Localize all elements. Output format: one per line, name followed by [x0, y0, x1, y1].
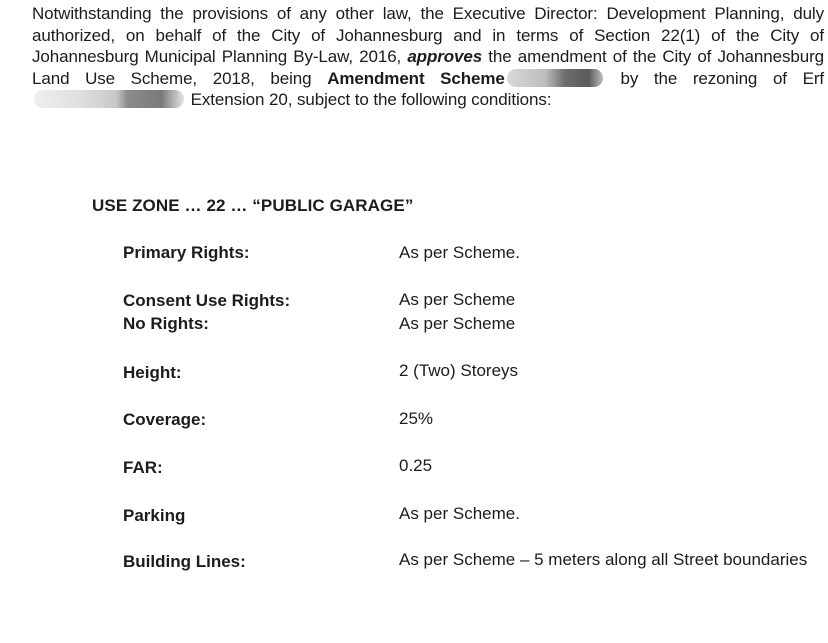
- use-zone-title: USE ZONE … 22 … “PUBLIC GARAGE”: [92, 196, 414, 215]
- approves-emphasis: approves: [407, 47, 483, 66]
- coverage-label: Coverage:: [123, 410, 207, 429]
- redacted-erf-number: [34, 90, 184, 108]
- far-label: FAR:: [123, 458, 163, 477]
- intro-text-4: Extension 20, subject to the following conditions:: [186, 90, 552, 109]
- coverage-value: 25%: [399, 409, 434, 428]
- intro-text-1: Notwithstanding the provisions of any other law, the Executive Director: Development Planning, duly authorized, on behalf of the City of Johannesburg and in terms of Section 22(1) of the City of Johannesburg Municipal Planning By-Law, 2016,: [32, 4, 824, 66]
- far-value: 0.25: [399, 456, 433, 475]
- consent-use-rights-value: As per Scheme: [399, 290, 516, 309]
- building-lines-label: Building Lines:: [123, 552, 246, 571]
- consent-use-rights-label: Consent Use Rights:: [123, 291, 291, 310]
- primary-rights-value: As per Scheme.: [399, 243, 520, 262]
- intro-text-3: by the rezoning of Erf: [604, 68, 825, 88]
- no-rights-label: No Rights:: [123, 314, 209, 333]
- no-rights-value: As per Scheme: [399, 314, 516, 333]
- building-lines-value: As per Scheme – 5 meters along all Street boundaries: [399, 550, 808, 569]
- amendment-scheme-label: Amendment Scheme: [327, 68, 505, 88]
- primary-rights-label: Primary Rights:: [123, 243, 250, 262]
- parking-label: Parking: [123, 506, 186, 525]
- height-value: 2 (Two) Storeys: [399, 361, 519, 380]
- intro-text-2: the amendment of the City of Johannesburg Land Use Scheme, 2018, being: [32, 47, 824, 88]
- redacted-scheme-number: [507, 69, 603, 87]
- parking-value: As per Scheme.: [399, 504, 520, 523]
- height-label: Height:: [123, 363, 182, 382]
- intro-paragraph: [32, 3, 824, 111]
